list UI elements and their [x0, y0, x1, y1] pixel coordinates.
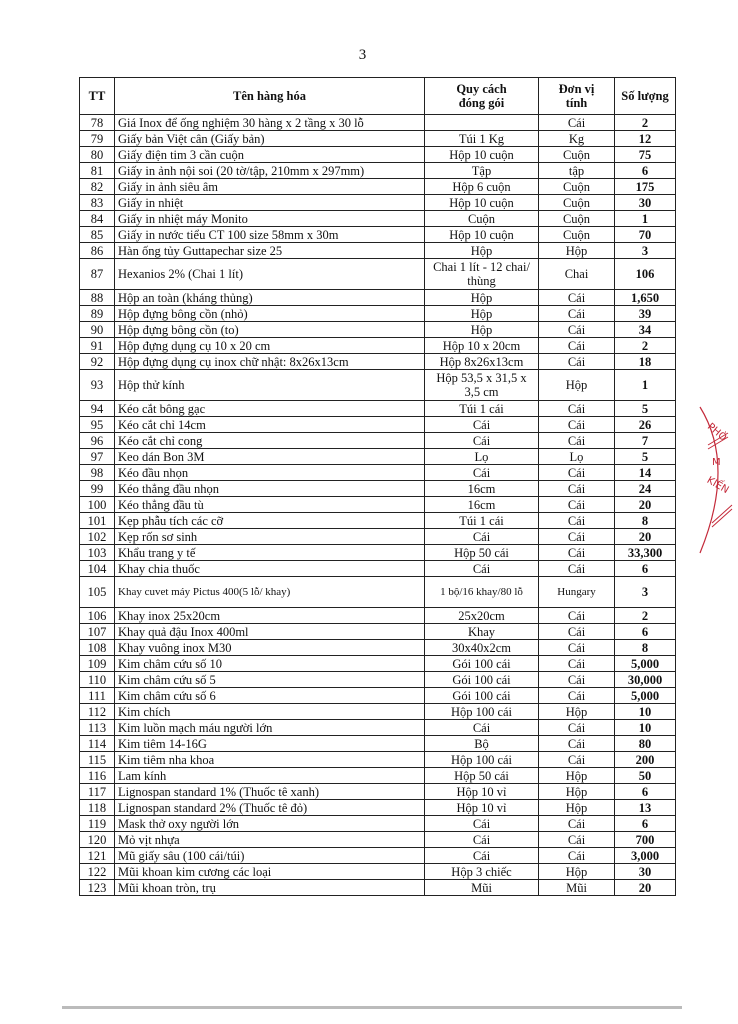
table-header-row [80, 78, 676, 115]
row-quantity: 6 [615, 816, 676, 832]
table-row [80, 816, 676, 832]
table-row [80, 545, 676, 561]
row-packing: Cái [425, 465, 539, 481]
row-packing: Hộp 100 cái [425, 752, 539, 768]
row-packing: Gói 100 cái [425, 688, 539, 704]
row-quantity: 20 [615, 497, 676, 513]
row-quantity: 33,300 [615, 545, 676, 561]
row-quantity: 75 [615, 147, 676, 163]
table-row [80, 115, 676, 131]
row-quantity: 3 [615, 243, 676, 259]
row-name: Kim châm cứu số 10 [115, 656, 425, 672]
row-unit: Cái [539, 306, 615, 322]
table-row [80, 704, 676, 720]
header-unit [539, 78, 615, 115]
row-tt: 83 [80, 195, 115, 211]
row-packing: Tập [425, 163, 539, 179]
row-tt: 97 [80, 449, 115, 465]
row-unit: Hộp [539, 243, 615, 259]
row-packing: Bộ [425, 736, 539, 752]
row-packing: 16cm [425, 481, 539, 497]
row-tt: 85 [80, 227, 115, 243]
table-row [80, 656, 676, 672]
table-row [80, 243, 676, 259]
row-unit: Cái [539, 832, 615, 848]
row-packing: Túi 1 cái [425, 401, 539, 417]
row-name: Khay vuông inox M30 [115, 640, 425, 656]
table-row [80, 179, 676, 195]
row-tt: 95 [80, 417, 115, 433]
row-unit: Cái [539, 433, 615, 449]
table-row [80, 768, 676, 784]
row-quantity: 1 [615, 370, 676, 401]
table-row [80, 465, 676, 481]
table-row [80, 370, 676, 401]
header-packing-line2: đóng gói [458, 96, 505, 110]
table-row [80, 306, 676, 322]
table-row [80, 497, 676, 513]
row-name: Kéo cắt chỉ cong [115, 433, 425, 449]
row-packing: Khay [425, 624, 539, 640]
row-name: Kim tiêm 14-16G [115, 736, 425, 752]
row-quantity: 106 [615, 259, 676, 290]
row-packing: Lọ [425, 449, 539, 465]
row-name: Kim châm cứu số 5 [115, 672, 425, 688]
row-name: Giấy in nhiệt [115, 195, 425, 211]
row-quantity: 6 [615, 163, 676, 179]
row-packing: Hộp [425, 306, 539, 322]
row-unit: Kg [539, 131, 615, 147]
table-row [80, 449, 676, 465]
row-quantity: 7 [615, 433, 676, 449]
row-quantity: 1 [615, 211, 676, 227]
row-unit: Cái [539, 624, 615, 640]
row-quantity: 2 [615, 608, 676, 624]
row-packing: Cái [425, 816, 539, 832]
row-unit: Cái [539, 417, 615, 433]
row-packing: Hộp 50 cái [425, 545, 539, 561]
table-row [80, 608, 676, 624]
table-row [80, 529, 676, 545]
row-unit: Cái [539, 354, 615, 370]
row-name: Kẹp rốn sơ sinh [115, 529, 425, 545]
row-unit: Cái [539, 529, 615, 545]
table-row [80, 561, 676, 577]
row-quantity: 50 [615, 768, 676, 784]
table-row [80, 688, 676, 704]
row-tt: 122 [80, 864, 115, 880]
row-name: Mask thở oxy người lớn [115, 816, 425, 832]
table-row [80, 163, 676, 179]
row-unit: Cuộn [539, 179, 615, 195]
row-tt: 84 [80, 211, 115, 227]
row-name: Mỏ vịt nhựa [115, 832, 425, 848]
row-name: Kim tiêm nha khoa [115, 752, 425, 768]
table-row [80, 227, 676, 243]
table-row [80, 354, 676, 370]
row-packing: Hộp [425, 322, 539, 338]
row-unit: Cái [539, 338, 615, 354]
row-tt: 102 [80, 529, 115, 545]
row-packing: 25x20cm [425, 608, 539, 624]
row-packing: Hộp 50 cái [425, 768, 539, 784]
table-row [80, 131, 676, 147]
row-unit: Hộp [539, 768, 615, 784]
row-tt: 104 [80, 561, 115, 577]
row-name: Khay chia thuốc [115, 561, 425, 577]
row-quantity: 3 [615, 577, 676, 608]
row-name: Lignospan standard 1% (Thuốc tê xanh) [115, 784, 425, 800]
row-name: Kéo thẳng đầu nhọn [115, 481, 425, 497]
row-name: Kẹp phẫu tích các cỡ [115, 513, 425, 529]
row-name: Giá Inox để ống nghiệm 30 hàng x 2 tầng x 30 lỗ [115, 115, 425, 131]
row-quantity: 200 [615, 752, 676, 768]
row-packing: Hộp 10 x 20cm [425, 338, 539, 354]
row-name: Kéo đầu nhọn [115, 465, 425, 481]
row-unit: Cái [539, 497, 615, 513]
row-unit: Hungary [539, 577, 615, 608]
table-row [80, 513, 676, 529]
row-tt: 115 [80, 752, 115, 768]
row-unit: Hộp [539, 864, 615, 880]
row-packing: Mũi [425, 880, 539, 896]
row-packing: Hộp 100 cái [425, 704, 539, 720]
row-tt: 87 [80, 259, 115, 290]
row-packing: Hộp [425, 243, 539, 259]
row-packing [425, 115, 539, 131]
table-row [80, 672, 676, 688]
row-unit: Cái [539, 290, 615, 306]
header-unit-line1: Đơn vị [558, 82, 595, 96]
row-tt: 82 [80, 179, 115, 195]
row-unit: Cái [539, 816, 615, 832]
row-packing: Hộp 10 cuộn [425, 227, 539, 243]
row-name: Hexanios 2% (Chai 1 lít) [115, 259, 425, 290]
row-quantity: 34 [615, 322, 676, 338]
row-quantity: 39 [615, 306, 676, 322]
row-unit: tập [539, 163, 615, 179]
row-packing: Gói 100 cái [425, 672, 539, 688]
row-quantity: 8 [615, 513, 676, 529]
row-tt: 88 [80, 290, 115, 306]
row-quantity: 12 [615, 131, 676, 147]
row-quantity: 5,000 [615, 656, 676, 672]
row-tt: 81 [80, 163, 115, 179]
header-unit-line2: tính [565, 96, 588, 110]
row-name: Kéo cắt bông gạc [115, 401, 425, 417]
row-name: Lignospan standard 2% (Thuốc tê đỏ) [115, 800, 425, 816]
row-quantity: 5,000 [615, 688, 676, 704]
row-quantity: 10 [615, 704, 676, 720]
row-tt: 86 [80, 243, 115, 259]
table-row [80, 147, 676, 163]
row-unit: Cái [539, 640, 615, 656]
row-tt: 109 [80, 656, 115, 672]
row-packing: Hộp 3 chiếc [425, 864, 539, 880]
table-row [80, 481, 676, 497]
row-tt: 89 [80, 306, 115, 322]
row-tt: 100 [80, 497, 115, 513]
row-unit: Lọ [539, 449, 615, 465]
row-name: Hộp an toàn (kháng thủng) [115, 290, 425, 306]
row-unit: Cuộn [539, 147, 615, 163]
page-number: 3 [358, 47, 367, 63]
row-packing: Hộp 10 cuộn [425, 195, 539, 211]
row-unit: Cái [539, 752, 615, 768]
row-name: Hộp đựng bông cồn (to) [115, 322, 425, 338]
row-name: Keo dán Bon 3M [115, 449, 425, 465]
row-unit: Hộp [539, 704, 615, 720]
row-name: Mũ giấy sâu (100 cái/túi) [115, 848, 425, 864]
table-row [80, 338, 676, 354]
table-row [80, 417, 676, 433]
row-unit: Cái [539, 322, 615, 338]
row-tt: 114 [80, 736, 115, 752]
row-quantity: 6 [615, 624, 676, 640]
table-row [80, 211, 676, 227]
row-name: Giấy in ảnh siêu âm [115, 179, 425, 195]
row-name: Khay inox 25x20cm [115, 608, 425, 624]
row-unit: Cái [539, 465, 615, 481]
row-tt: 96 [80, 433, 115, 449]
row-packing: Hộp 10 vỉ [425, 784, 539, 800]
stamp-text-1: PHÒ [704, 421, 729, 444]
row-quantity: 13 [615, 800, 676, 816]
row-quantity: 6 [615, 784, 676, 800]
table-row [80, 290, 676, 306]
row-quantity: 14 [615, 465, 676, 481]
row-packing: Cái [425, 720, 539, 736]
table-row [80, 832, 676, 848]
row-name: Mũi khoan kim cương các loại [115, 864, 425, 880]
row-packing: Cái [425, 848, 539, 864]
row-packing: Hộp [425, 290, 539, 306]
row-tt: 79 [80, 131, 115, 147]
row-tt: 98 [80, 465, 115, 481]
row-packing: Hộp 10 cuộn [425, 147, 539, 163]
row-name: Kéo cắt chỉ 14cm [115, 417, 425, 433]
row-name: Hộp đựng dụng cụ inox chữ nhật: 8x26x13cm [115, 354, 425, 370]
row-quantity: 30 [615, 195, 676, 211]
row-unit: Cái [539, 545, 615, 561]
row-unit: Mũi [539, 880, 615, 896]
row-packing: 30x40x2cm [425, 640, 539, 656]
row-tt: 110 [80, 672, 115, 688]
row-name: Lam kính [115, 768, 425, 784]
row-quantity: 5 [615, 449, 676, 465]
row-name: Hộp đựng dụng cụ 10 x 20 cm [115, 338, 425, 354]
row-quantity: 700 [615, 832, 676, 848]
row-name: Giấy in ảnh nội soi (20 tờ/tập, 210mm x 297mm) [115, 163, 425, 179]
row-packing: Hộp 6 cuộn [425, 179, 539, 195]
red-stamp [686, 405, 736, 555]
row-tt: 92 [80, 354, 115, 370]
row-unit: Cuộn [539, 211, 615, 227]
row-packing: Hộp 8x26x13cm [425, 354, 539, 370]
row-tt: 121 [80, 848, 115, 864]
row-unit: Cái [539, 561, 615, 577]
table-row [80, 848, 676, 864]
row-name: Kim châm cứu số 6 [115, 688, 425, 704]
row-name: Kéo thẳng đầu tù [115, 497, 425, 513]
row-unit: Cái [539, 656, 615, 672]
row-unit: Cái [539, 513, 615, 529]
scan-edge-line [62, 1006, 682, 1009]
row-unit: Cái [539, 608, 615, 624]
stamp-text-2: M [712, 457, 721, 468]
row-packing: Cái [425, 417, 539, 433]
row-tt: 107 [80, 624, 115, 640]
row-tt: 118 [80, 800, 115, 816]
row-unit: Cuộn [539, 227, 615, 243]
row-packing: 1 bộ/16 khay/80 lỗ [425, 577, 539, 608]
row-unit: Cái [539, 115, 615, 131]
row-packing: Cái [425, 433, 539, 449]
row-quantity: 3,000 [615, 848, 676, 864]
row-tt: 99 [80, 481, 115, 497]
table-row [80, 624, 676, 640]
table-row [80, 401, 676, 417]
table-row [80, 752, 676, 768]
row-quantity: 1,650 [615, 290, 676, 306]
row-packing: Cái [425, 832, 539, 848]
row-name: Kim luồn mạch máu người lớn [115, 720, 425, 736]
row-name: Mũi khoan tròn, trụ [115, 880, 425, 896]
row-tt: 117 [80, 784, 115, 800]
row-tt: 112 [80, 704, 115, 720]
table-row [80, 640, 676, 656]
row-name: Kim chích [115, 704, 425, 720]
row-unit: Cái [539, 720, 615, 736]
row-name: Hộp thử kính [115, 370, 425, 401]
row-name: Khẩu trang y tế [115, 545, 425, 561]
row-quantity: 70 [615, 227, 676, 243]
table-row [80, 800, 676, 816]
row-tt: 101 [80, 513, 115, 529]
row-tt: 113 [80, 720, 115, 736]
table-row [80, 577, 676, 608]
row-quantity: 20 [615, 880, 676, 896]
row-packing: Hộp 53,5 x 31,5 x 3,5 cm [425, 370, 539, 401]
row-tt: 116 [80, 768, 115, 784]
header-name: Tên hàng hóa [115, 78, 425, 115]
stamp-text-3: KIẾN [704, 474, 731, 497]
row-tt: 103 [80, 545, 115, 561]
row-unit: Cuộn [539, 195, 615, 211]
row-name: Giấy điện tim 3 cần cuộn [115, 147, 425, 163]
row-quantity: 30 [615, 864, 676, 880]
row-unit: Cái [539, 672, 615, 688]
table-row [80, 259, 676, 290]
row-packing: 16cm [425, 497, 539, 513]
row-tt: 78 [80, 115, 115, 131]
row-unit: Cái [539, 481, 615, 497]
row-name: Khay cuvet máy Pictus 400(5 lỗ/ khay) [115, 577, 425, 608]
row-unit: Hộp [539, 370, 615, 401]
row-unit: Cái [539, 688, 615, 704]
row-packing: Hộp 10 vỉ [425, 800, 539, 816]
row-name: Khay quả đậu Inox 400ml [115, 624, 425, 640]
row-packing: Chai 1 lít - 12 chai/ thùng [425, 259, 539, 290]
row-tt: 105 [80, 577, 115, 608]
row-tt: 119 [80, 816, 115, 832]
row-packing: Cái [425, 561, 539, 577]
row-name: Giấy in nhiệt máy Monito [115, 211, 425, 227]
header-packing-line1: Quy cách [456, 82, 507, 96]
row-quantity: 26 [615, 417, 676, 433]
table-row [80, 784, 676, 800]
row-tt: 111 [80, 688, 115, 704]
row-unit: Hộp [539, 784, 615, 800]
row-quantity: 5 [615, 401, 676, 417]
row-unit: Hộp [539, 800, 615, 816]
row-name: Hộp đựng bông cồn (nhỏ) [115, 306, 425, 322]
goods-table [79, 77, 676, 896]
row-tt: 93 [80, 370, 115, 401]
table-row [80, 322, 676, 338]
row-quantity: 10 [615, 720, 676, 736]
table-row [80, 736, 676, 752]
table-row [80, 433, 676, 449]
row-quantity: 2 [615, 115, 676, 131]
row-packing: Gói 100 cái [425, 656, 539, 672]
row-quantity: 30,000 [615, 672, 676, 688]
row-name: Giấy in nước tiểu CT 100 size 58mm x 30m [115, 227, 425, 243]
row-name: Hàn ống tủy Guttapechar size 25 [115, 243, 425, 259]
row-packing: Cái [425, 529, 539, 545]
row-quantity: 24 [615, 481, 676, 497]
row-tt: 123 [80, 880, 115, 896]
row-tt: 108 [80, 640, 115, 656]
row-unit: Cái [539, 736, 615, 752]
row-packing: Cuộn [425, 211, 539, 227]
row-tt: 94 [80, 401, 115, 417]
row-quantity: 20 [615, 529, 676, 545]
row-tt: 90 [80, 322, 115, 338]
row-quantity: 175 [615, 179, 676, 195]
row-tt: 120 [80, 832, 115, 848]
row-tt: 80 [80, 147, 115, 163]
row-packing: Túi 1 cái [425, 513, 539, 529]
row-quantity: 2 [615, 338, 676, 354]
row-tt: 106 [80, 608, 115, 624]
header-packing [425, 78, 539, 115]
header-quantity: Số lượng [615, 78, 676, 115]
table-row [80, 195, 676, 211]
table-row [80, 864, 676, 880]
row-packing: Túi 1 Kg [425, 131, 539, 147]
header-tt: TT [80, 78, 115, 115]
row-quantity: 80 [615, 736, 676, 752]
row-unit: Cái [539, 848, 615, 864]
row-quantity: 6 [615, 561, 676, 577]
row-quantity: 8 [615, 640, 676, 656]
row-tt: 91 [80, 338, 115, 354]
row-name: Giấy bản Việt cân (Giấy bản) [115, 131, 425, 147]
row-unit: Cái [539, 401, 615, 417]
table-row [80, 880, 676, 896]
table-row [80, 720, 676, 736]
row-quantity: 18 [615, 354, 676, 370]
row-unit: Chai [539, 259, 615, 290]
